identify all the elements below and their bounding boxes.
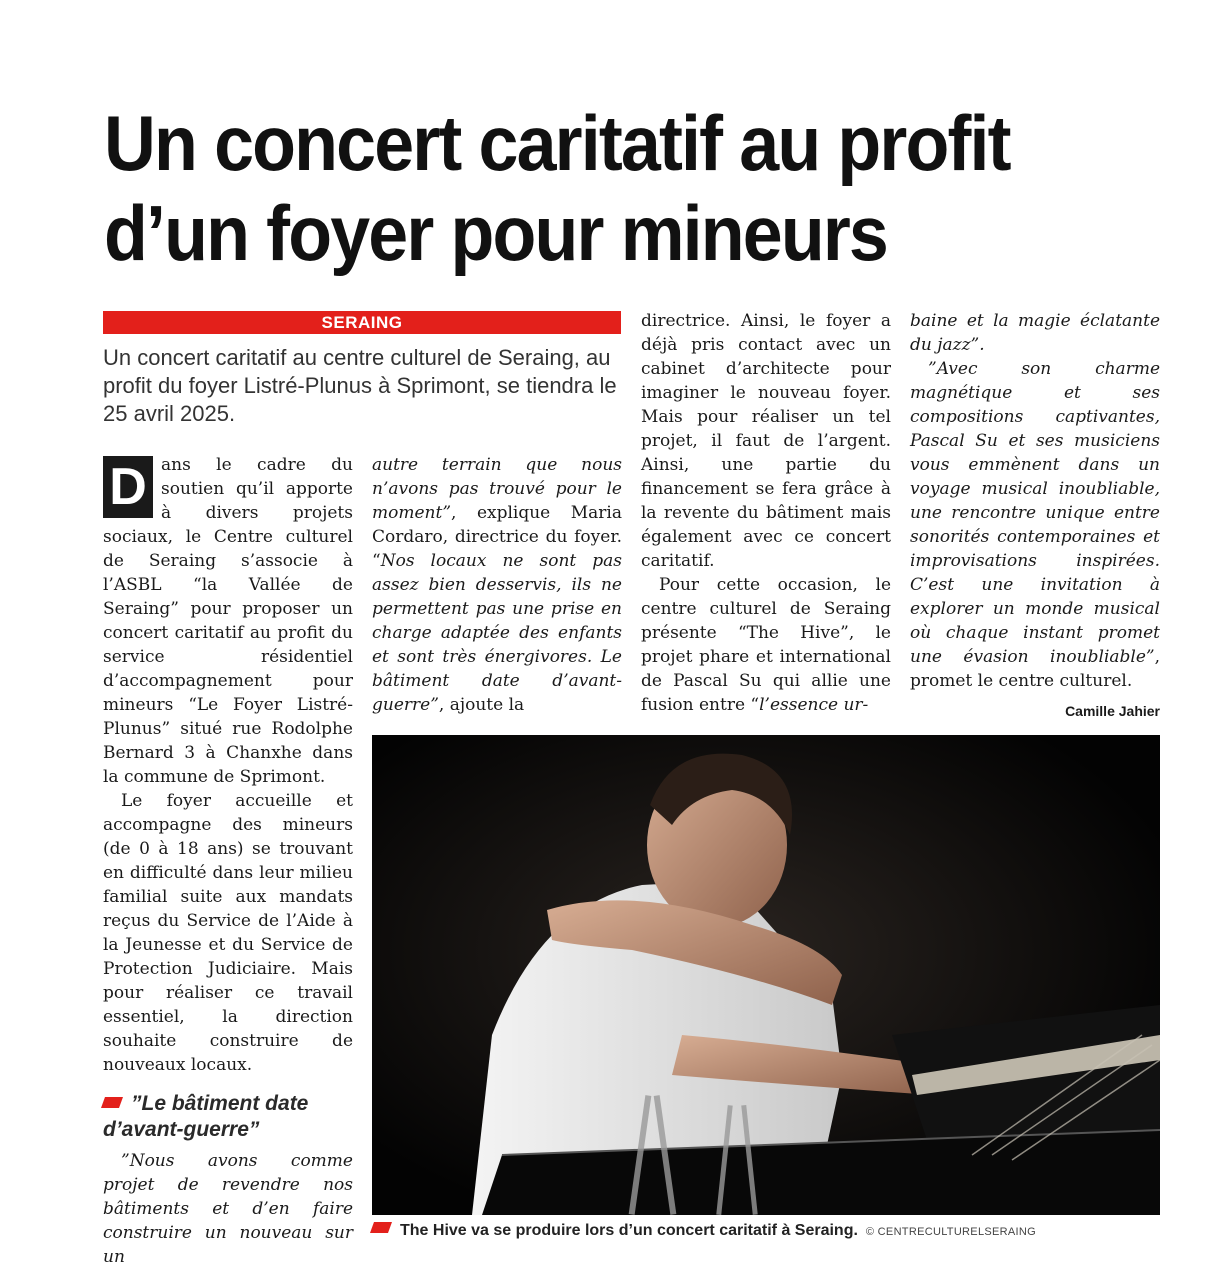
headline-line-1: Un concert caritatif au profit [104, 99, 1010, 187]
col4-text: , promet le centre culturel. [910, 647, 1160, 691]
col1-paragraph-1 [103, 453, 353, 789]
col2-paragraph [372, 453, 622, 717]
col3-paragraph-2 [641, 573, 891, 717]
col3-paragraph-1: directrice. Ainsi, le foyer a déjà pris contact avec un cabinet d’architecte pour imaginer le nouveau foyer. Mais pour réaliser un tel projet, il faut de l’argent. Ainsi, une partie du financement se fera grâce à la revente du bâtiment mais également avec ce concert caritatif. [641, 311, 891, 571]
lead-paragraph: Un concert caritatif au centre culturel de Seraing, au profit du foyer Listré-Plunus à Sprimont, se tiendra le 25 avril 2025. [103, 345, 617, 426]
col2-text-2: , ajoute la [438, 695, 525, 715]
section-kicker: SERAING [103, 311, 621, 334]
photo-credit: © CENTRECULTURELSERAING [865, 1226, 1036, 1238]
col3-p2-text: Pour cette occasion, le centre culturel de Seraing présente “The Hive”, le projet phare et international de Pascal Su qui allie une fusion entre “ [641, 575, 891, 715]
col2-quote-2: Nos locaux ne sont pas assez bien desservis, ils ne permettent pas une prise en charge adaptée des enfants et sont très énergivores. Le bâtiment date d’avant-guerre” [372, 551, 622, 715]
col4-paragraph-1: baine et la magie éclatante du jazz”. [910, 311, 1160, 355]
caption-text: The Hive va se produire lors d’un concert caritatif à Seraing. [400, 1222, 858, 1239]
headline-line-2: d’un foyer pour mineurs [104, 189, 887, 277]
headline [104, 98, 1098, 278]
column-1 [103, 453, 353, 1269]
drop-cap: D [103, 456, 153, 518]
col2-quote-1: autre terrain que nous n’avons pas trouvé pour le moment” [372, 455, 622, 523]
caption-marker-icon [370, 1222, 392, 1233]
col1-paragraph-2: Le foyer accueille et accompagne des mineurs (de 0 à 18 ans) se trouvant en difficulté dans leur milieu familial suite aux mandats reçus du Service de l’Aide à la Jeunesse et du Service de Protection Judiciaire. Mais pour réaliser ce travail essentiel, la direction souhaite construire de nouveaux locaux. [103, 791, 353, 1075]
pianist-photo-illustration [372, 735, 1160, 1215]
col1-p1-text: ans le cadre du soutien qu’il apporte à divers projets sociaux, le Centre culturel de Seraing s’associe à l’ASBL “la Vallée de Seraing” pour proposer un concert caritatif au profit du service résidentiel d’accompagnement pour mineurs “Le Foyer Listré- Plunus” situé rue Rodolphe Bernard 3 à Chanxhe dans la commune de Sprimont. [103, 455, 353, 787]
photo-caption [372, 1222, 1192, 1240]
subheading [103, 1091, 353, 1143]
col4-quote: ”Avec son charme magnétique et ses compositions captivantes, Pascal Su et ses musiciens vous emmènent dans un voyage musical inoubliable, une rencontre unique entre sonorités contemporaines et improvisations inspirées. C’est une invitation à explorer un monde musical où chaque instant promet une évasion inoubliable” [910, 359, 1160, 667]
col3-p2-quote: l’essence ur- [759, 695, 869, 715]
column-4 [910, 309, 1160, 723]
article-photo [372, 735, 1160, 1215]
col1-paragraph-3: ”Nous avons comme projet de revendre nos bâtiments et d’en faire construire un nouveau sur un [103, 1151, 353, 1267]
red-marker-icon [101, 1097, 123, 1108]
subheading-text: ”Le bâtiment date d’avant-guerre” [103, 1092, 309, 1141]
column-2 [372, 453, 622, 717]
col2-text-1: , explique Maria Cordaro, directrice du foyer. “ [372, 503, 622, 571]
byline: Camille Jahier [1065, 703, 1160, 719]
col4-paragraph-2 [910, 357, 1160, 693]
column-3 [641, 309, 891, 717]
